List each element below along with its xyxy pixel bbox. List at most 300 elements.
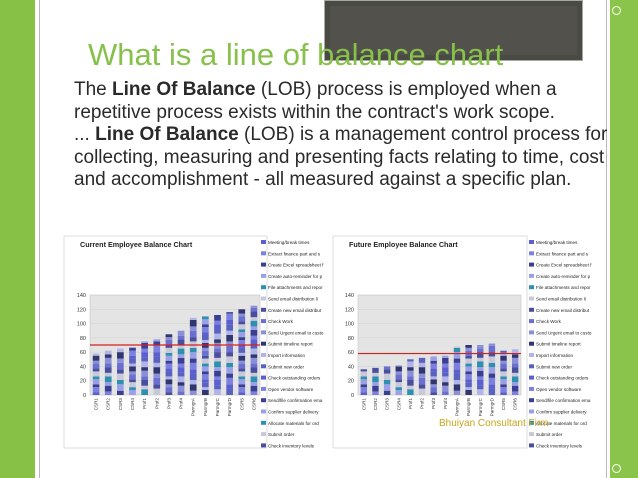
bar-segment: [407, 361, 413, 367]
legend-swatch: [529, 308, 534, 312]
legend-label: Confirm supplier delivery: [536, 409, 587, 415]
legend-label: Send/file confirmation ema: [268, 398, 323, 404]
bar-segment: [419, 367, 425, 373]
legend-swatch: [529, 274, 534, 278]
bar-segment: [372, 368, 378, 373]
legend-label: Check Work: [268, 319, 293, 325]
bar-segment: [166, 364, 173, 369]
slide-title: What is a line of balance chart: [88, 37, 504, 72]
bar-segment: [512, 376, 518, 382]
y-tick-label: 140: [76, 293, 86, 299]
bar-segment: [117, 363, 124, 369]
bar-segment: [129, 379, 136, 382]
bar-segment: [396, 382, 402, 387]
bar-segment: [226, 367, 233, 373]
bar-segment: [396, 379, 402, 382]
y-tick-label: 100: [344, 321, 354, 328]
bar-segment: [454, 363, 460, 369]
bar-segment: [238, 321, 245, 324]
legend-swatch: [261, 251, 266, 255]
bar-segment: [93, 384, 100, 387]
bar-segment: [153, 352, 160, 356]
bar-segment: [214, 380, 221, 386]
legend-swatch: [529, 285, 534, 289]
bar-segment: [384, 384, 390, 390]
legend-swatch: [261, 319, 266, 323]
legend-swatch: [261, 308, 266, 312]
bar-segment: [93, 379, 100, 384]
bar-segment: [384, 366, 390, 369]
bar-segment: [238, 337, 245, 340]
bar-segment: [454, 384, 460, 390]
bar-segment: [190, 326, 197, 330]
bar-segment: [202, 364, 209, 367]
y-tick-label: 80: [79, 335, 86, 342]
bar-segment: [512, 354, 518, 358]
bar-segment: [166, 334, 173, 337]
bar-segment: [178, 358, 185, 364]
bar-segment: [477, 386, 483, 390]
bar-segment: [202, 340, 209, 343]
legend-swatch: [261, 274, 266, 278]
legend-label: Meeting/break times: [536, 240, 578, 245]
footer-text: Bhuiyan Consultant Firm: [439, 418, 549, 429]
bar-segment: [407, 389, 413, 395]
bar-segment: [214, 349, 221, 353]
x-tick-label: ParmgrC: [477, 398, 483, 417]
bar-segment: [430, 364, 436, 369]
bar-segment: [361, 392, 367, 395]
bar-segment: [178, 339, 185, 345]
bar-segment: [372, 376, 378, 382]
bar-segment: [190, 318, 197, 320]
bar-segment: [129, 387, 136, 390]
bar-segment: [153, 346, 160, 352]
bar-segment: [117, 349, 124, 353]
legend-label: Create auto-reminder for p: [536, 273, 591, 279]
bar-segment: [202, 379, 209, 382]
bar-segment: [251, 391, 258, 395]
bar-segment: [454, 380, 460, 384]
bar-segment: [251, 386, 258, 392]
bar-segment: [465, 379, 471, 382]
bar-segment: [489, 363, 495, 367]
legend-label: Send Urgent email to custo: [536, 330, 592, 336]
bar-segment: [512, 373, 518, 377]
bar-segment: [178, 354, 185, 358]
bar-segment: [430, 379, 436, 384]
bar-segment: [117, 391, 124, 395]
bar-segment: [500, 364, 506, 369]
bar-segment: [238, 369, 245, 372]
bar-segment: [430, 387, 436, 392]
bar-segment: [117, 380, 124, 384]
bar-segment: [407, 386, 413, 390]
bar-segment: [129, 366, 136, 371]
bar-segment: [465, 348, 471, 351]
bar-segment: [105, 354, 112, 358]
x-tick-label: Prof1: [142, 398, 148, 409]
legend-label: Extract finance part and s: [536, 251, 589, 257]
bar-segment: [512, 367, 518, 373]
bar-segment: [153, 356, 160, 362]
bar-segment: [238, 348, 245, 353]
bar-segment: [361, 387, 367, 392]
bar-segment: [105, 376, 112, 382]
bar-segment: [129, 364, 136, 367]
bar-segment: [178, 373, 185, 377]
bar-segment: [202, 356, 209, 359]
bar-segment: [105, 382, 112, 386]
bar-segment: [178, 367, 185, 373]
bar-segment: [251, 336, 258, 340]
bar-segment: [251, 354, 258, 358]
bar-segment: [442, 356, 448, 358]
x-tick-label: CSR4: [396, 398, 402, 411]
bar-segment: [117, 359, 124, 363]
bar-segment: [93, 371, 100, 376]
bar-segment: [153, 374, 160, 378]
bar-segment: [396, 371, 402, 374]
x-tick-label: Prof3: [166, 398, 172, 409]
x-tick-label: ParmgrD: [227, 398, 233, 417]
bar-segment: [214, 386, 221, 390]
legend-swatch: [529, 443, 534, 447]
bar-segment: [141, 349, 148, 353]
bar-segment: [226, 346, 233, 352]
bar-segment: [454, 359, 460, 363]
bar-segment: [166, 353, 173, 356]
bar-segment: [117, 374, 124, 380]
legend-swatch: [529, 330, 534, 334]
bar-segment: [454, 391, 460, 395]
bar-segment: [238, 324, 245, 329]
bar-segment: [226, 312, 233, 313]
legend-label: Open vendor software: [268, 386, 314, 392]
bar-segment: [166, 337, 173, 340]
legend-swatch: [529, 353, 534, 357]
bar-segment: [153, 389, 160, 395]
bar-segment: [141, 386, 148, 390]
bar-segment: [251, 321, 258, 327]
bar-segment: [129, 390, 136, 395]
bar-segment: [153, 367, 160, 373]
bar-segment: [93, 369, 100, 372]
bar-segment: [226, 389, 233, 395]
x-tick-label: CSR3: [384, 398, 390, 411]
bar-segment: [251, 373, 258, 377]
bar-segment: [238, 364, 245, 369]
legend-label: Submit new order: [268, 364, 305, 370]
bar-segment: [226, 352, 233, 356]
bar-segment: [465, 366, 471, 371]
bar-segment: [407, 376, 413, 380]
bar-segment: [384, 391, 390, 395]
bar-segment: [361, 384, 367, 387]
x-tick-label: ParmgrC: [215, 398, 220, 417]
bar-segment: [454, 369, 460, 373]
legend-label: Import information: [536, 353, 574, 358]
legend-label: Allocate materials for ord: [536, 420, 587, 426]
bar-segment: [477, 358, 483, 362]
bar-segment: [500, 356, 506, 361]
legend-label: Check outstanding orders: [268, 375, 321, 381]
bar-segment: [166, 392, 173, 395]
legend-swatch: [529, 342, 534, 346]
bar-segment: [166, 356, 173, 361]
bar-segment: [477, 367, 483, 371]
bar-segment: [141, 361, 148, 367]
legend-swatch: [261, 432, 266, 436]
x-tick-label: Prof3: [431, 398, 437, 409]
bar-segment: [190, 331, 197, 337]
bar-segment: [251, 326, 258, 330]
bar-segment: [202, 374, 209, 379]
legend-label: Send/file confirmation ema: [536, 398, 591, 404]
bar-segment: [153, 363, 160, 367]
y-tick-label: 60: [79, 350, 86, 357]
bar-segment: [396, 387, 402, 390]
bar-segment: [202, 348, 209, 351]
bar-segment: [419, 378, 425, 384]
bar-segment: [190, 363, 197, 369]
bar-segment: [238, 332, 245, 337]
legend-swatch: [529, 364, 534, 368]
x-tick-label: Prof2: [419, 398, 425, 409]
legend-swatch: [529, 398, 534, 402]
bar-segment: [238, 340, 245, 345]
bar-segment: [500, 369, 506, 372]
legend-swatch: [529, 432, 534, 436]
bar-segment: [251, 306, 258, 308]
legend-swatch: [261, 364, 266, 368]
bar-segment: [512, 382, 518, 386]
bar-segment: [190, 348, 197, 352]
legend-label: File attachments and repor: [268, 285, 323, 291]
bar-segment: [384, 369, 390, 373]
bar-segment: [105, 364, 112, 368]
bar-segment: [166, 361, 173, 364]
bar-segment: [214, 339, 221, 343]
legend-swatch: [529, 297, 534, 301]
bar-segment: [407, 380, 413, 386]
bar-segment: [251, 330, 258, 336]
bar-segment: [465, 387, 471, 390]
text-run: The: [74, 79, 113, 100]
legend-label: Submit order: [536, 432, 563, 438]
bar-segment: [465, 359, 471, 364]
bar-segment: [419, 389, 425, 395]
bar-segment: [512, 391, 518, 395]
bar-segment: [465, 374, 471, 379]
y-tick-label: 40: [347, 364, 354, 371]
bar-segment: [489, 367, 495, 373]
bar-segment: [153, 384, 160, 388]
bar-segment: [238, 384, 245, 387]
bar-segment: [454, 346, 460, 347]
bar-segment: [238, 309, 245, 313]
bar-segment: [214, 321, 221, 325]
legend-label: Extract finance part and s: [268, 251, 321, 257]
bar-segment: [396, 365, 402, 366]
bar-segment: [129, 382, 136, 387]
bar-segment: [442, 358, 448, 364]
bar-segment: [178, 391, 185, 395]
legend-label: Submit order: [268, 432, 295, 438]
bar-segment: [190, 374, 197, 380]
bar-segment: [202, 382, 209, 387]
bar-segment: [407, 371, 413, 377]
x-tick-label: CSR6: [251, 398, 257, 411]
bar-segment: [105, 386, 112, 392]
bar-segment: [500, 392, 506, 395]
x-tick-label: ParmgrD: [489, 398, 495, 417]
legend-swatch: [261, 263, 266, 267]
bar-segment: [141, 352, 148, 358]
legend-swatch: [529, 319, 534, 323]
bar-segment: [500, 361, 506, 364]
x-tick-label: Prof2: [154, 398, 160, 409]
bar-segment: [442, 373, 448, 377]
bar-segment: [396, 390, 402, 395]
bar-segment: [465, 345, 471, 348]
bar-segment: [251, 308, 258, 312]
bar-segment: [454, 348, 460, 352]
bar-segment: [477, 349, 483, 353]
legend-label: Import information: [268, 353, 306, 358]
bar-segment: [129, 348, 136, 351]
bar-segment: [226, 320, 233, 324]
bar-segment: [214, 324, 221, 330]
legend-swatch: [261, 398, 266, 402]
bar-segment: [178, 336, 185, 340]
bar-segment: [430, 371, 436, 376]
bar-segment: [226, 314, 233, 320]
x-tick-label: ParmgrA: [454, 398, 460, 417]
bar-segment: [372, 382, 378, 386]
y-tick-label: 20: [79, 378, 86, 385]
bar-segment: [500, 376, 506, 379]
bar-segment: [361, 371, 367, 376]
bar-segment: [489, 346, 495, 352]
bar-segment: [251, 311, 258, 317]
bar-segment: [129, 374, 136, 379]
bar-segment: [226, 331, 233, 335]
bar-segment: [166, 348, 173, 353]
bar-segment: [141, 358, 148, 362]
bar-segment: [489, 374, 495, 378]
legend-swatch: [261, 240, 266, 244]
bar-segment: [141, 389, 148, 395]
bar-segment: [430, 392, 436, 395]
bar-segment: [372, 391, 378, 395]
bar-segment: [419, 358, 425, 363]
legend-label: Create Excel spreadsheet f: [268, 262, 324, 268]
x-tick-label: CSR2: [105, 398, 111, 411]
legend-label: Confirm supplier delivery: [268, 409, 319, 415]
bar-segment: [361, 369, 367, 371]
bar-segment: [477, 389, 483, 395]
legend-label: Submit timeline report: [536, 341, 581, 347]
text-run: (LOB) process is employed when a repetitive process exists within the contract's work scope.: [74, 79, 557, 123]
bar-segment: [105, 367, 112, 373]
bar-segment: [93, 356, 100, 361]
bar-segment: [202, 390, 209, 395]
bar-segment: [129, 356, 136, 359]
bar-segment: [500, 387, 506, 392]
bar-segment: [178, 376, 185, 382]
bar-segment: [238, 329, 245, 332]
y-tick-label: 120: [344, 307, 354, 314]
bar-segment: [93, 361, 100, 364]
bar-segment: [178, 331, 185, 336]
bar-segment: [214, 376, 221, 380]
bar-segment: [465, 364, 471, 367]
bar-segment: [419, 363, 425, 367]
bar-segment: [202, 327, 209, 332]
bar-segment: [238, 371, 245, 376]
legend-label: Check inventory levels: [536, 443, 582, 449]
legend-swatch: [261, 387, 266, 391]
legend-label: Send Urgent email to custo: [268, 330, 324, 336]
bar-segment: [141, 367, 148, 371]
bar-segment: [430, 384, 436, 387]
bar-segment: [226, 374, 233, 378]
bar-segment: [442, 367, 448, 373]
bar-segment: [251, 382, 258, 386]
legend-label: Submit timeline report: [268, 341, 313, 347]
bar-segment: [407, 367, 413, 371]
bar-segment: [477, 380, 483, 386]
bar-segment: [489, 356, 495, 362]
bar-segment: [153, 378, 160, 384]
bar-segment: [141, 371, 148, 377]
bar-segment: [500, 384, 506, 387]
bar-segment: [442, 391, 448, 395]
legend-label: File attachments and repor: [536, 285, 591, 291]
x-tick-label: CSR2: [372, 398, 378, 411]
bar-segment: [214, 358, 221, 362]
bar-segment: [202, 351, 209, 356]
bar-segment: [214, 330, 221, 334]
bar-segment: [465, 356, 471, 359]
bar-segment: [442, 382, 448, 386]
bar-segment: [361, 376, 367, 379]
bar-segment: [129, 347, 136, 348]
legend-label: Create new email distribut: [536, 307, 590, 313]
bar-segment: [442, 386, 448, 392]
x-tick-label: CSR5: [501, 398, 507, 411]
bar-segment: [465, 382, 471, 387]
bar-segment: [178, 349, 185, 355]
legend-label: Create new email distribut: [268, 307, 322, 313]
bar-segment: [442, 364, 448, 368]
plot-area: [358, 295, 521, 395]
bar-segment: [226, 356, 233, 362]
bar-segment: [442, 376, 448, 382]
bar-segment: [419, 374, 425, 378]
text-run: ...: [74, 124, 96, 145]
bar-segment: [512, 358, 518, 364]
bar-segment: [214, 315, 221, 321]
y-tick-label: 80: [347, 335, 354, 342]
bar-segment: [489, 352, 495, 356]
bar-segment: [190, 380, 197, 384]
legend-label: Send email distribution li: [268, 296, 318, 302]
bar-segment: [166, 340, 173, 345]
bold-term: Line Of Balance: [95, 124, 239, 145]
bar-segment: [238, 376, 245, 379]
